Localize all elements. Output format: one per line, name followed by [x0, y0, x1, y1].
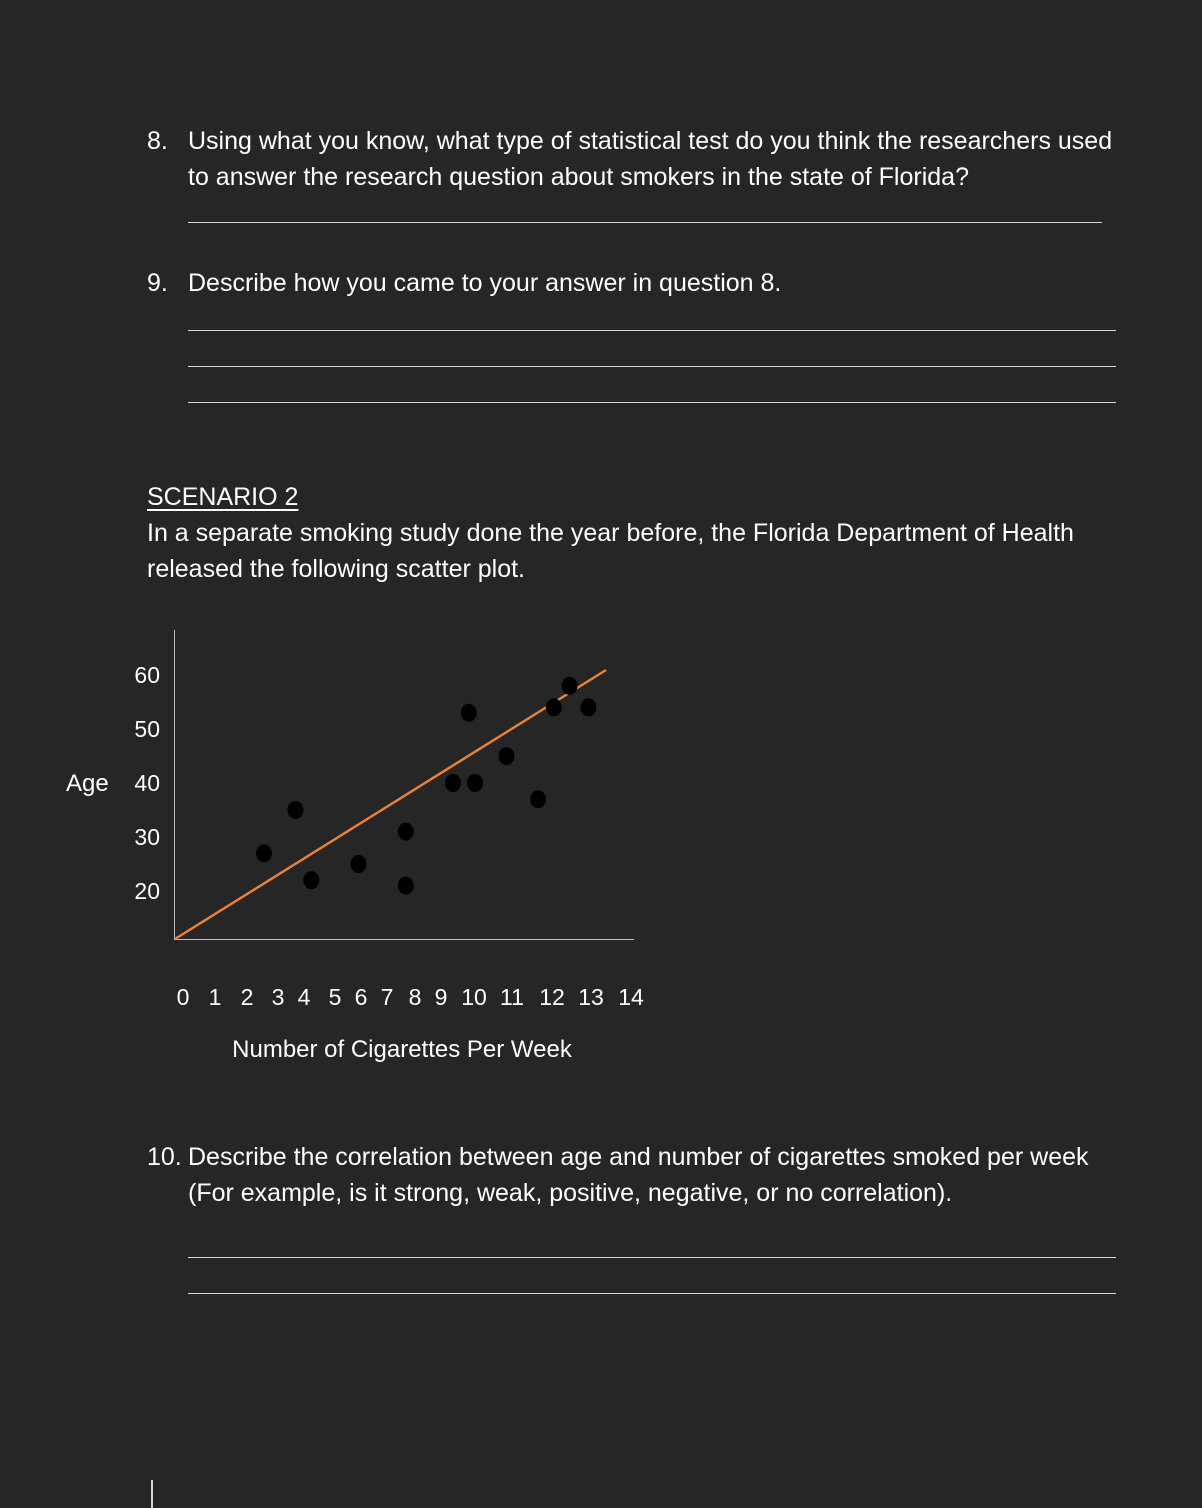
x-tick-label: 13 [578, 984, 604, 1010]
answer-line-q9-1[interactable] [188, 330, 1116, 331]
scatter-point [530, 790, 546, 808]
question-8-text: Using what you know, what type of statistical test do you think the researchers used to answer the research question about smokers in the state of Florida? [188, 127, 1113, 191]
scatter-point [288, 801, 304, 819]
question-10-number: 10. [147, 1143, 182, 1171]
y-tick-label: 30 [134, 824, 160, 850]
y-axis-title: Age [66, 770, 109, 797]
scatter-plot [0, 600, 700, 1080]
scatter-point [256, 844, 272, 862]
x-tick-label: 3 [271, 984, 285, 1010]
scatter-point [562, 677, 578, 695]
answer-line-q9-3[interactable] [188, 402, 1116, 403]
scatter-point [398, 877, 414, 895]
scenario-title: SCENARIO 2 [147, 483, 299, 511]
x-tick-label: 14 [618, 984, 644, 1010]
scatter-point [499, 747, 515, 765]
x-tick-label: 0 [176, 984, 190, 1010]
question-8-number: 8. [147, 127, 168, 155]
scatter-point [580, 698, 596, 716]
y-tick-label: 20 [134, 878, 160, 904]
scatter-point [461, 704, 477, 722]
scatter-point [467, 774, 483, 792]
x-tick-label: 6 [354, 984, 368, 1010]
question-9-text: Describe how you came to your answer in question 8. [188, 269, 782, 297]
answer-line-q9-2[interactable] [188, 366, 1116, 367]
y-tick-label: 60 [134, 662, 160, 688]
scatter-point [445, 774, 461, 792]
question-9-number: 9. [147, 269, 168, 297]
x-tick-label: 11 [500, 984, 524, 1010]
answer-line-q8[interactable] [188, 222, 1102, 223]
answer-line-q10-1[interactable] [188, 1257, 1116, 1258]
x-tick-label: 2 [240, 984, 254, 1010]
x-tick-label: 9 [434, 984, 448, 1010]
y-tick-label: 50 [134, 716, 160, 742]
question-10-text: Describe the correlation between age and number of cigarettes smoked per week (For example, is it strong, weak, positive, negative, or no correlation). [188, 1143, 1089, 1207]
x-tick-label: 10 [461, 984, 487, 1010]
x-tick-label: 7 [380, 984, 394, 1010]
scatter-point [546, 698, 562, 716]
x-tick-label: 12 [539, 984, 565, 1010]
y-tick-label: 40 [134, 770, 160, 796]
scatter-point [351, 855, 367, 873]
x-axis-title: Number of Cigarettes Per Week [232, 1036, 572, 1063]
x-tick-label: 1 [208, 984, 222, 1010]
scenario-text: In a separate smoking study done the year before, the Florida Department of Health released the following scatter plot. [147, 519, 1074, 583]
x-tick-label: 4 [297, 984, 311, 1010]
scatter-point [398, 823, 414, 841]
text-cursor [151, 1480, 153, 1508]
x-tick-label: 5 [328, 984, 342, 1010]
answer-line-q10-2[interactable] [188, 1293, 1116, 1294]
scatter-point [303, 871, 319, 889]
x-tick-label: 8 [408, 984, 422, 1010]
